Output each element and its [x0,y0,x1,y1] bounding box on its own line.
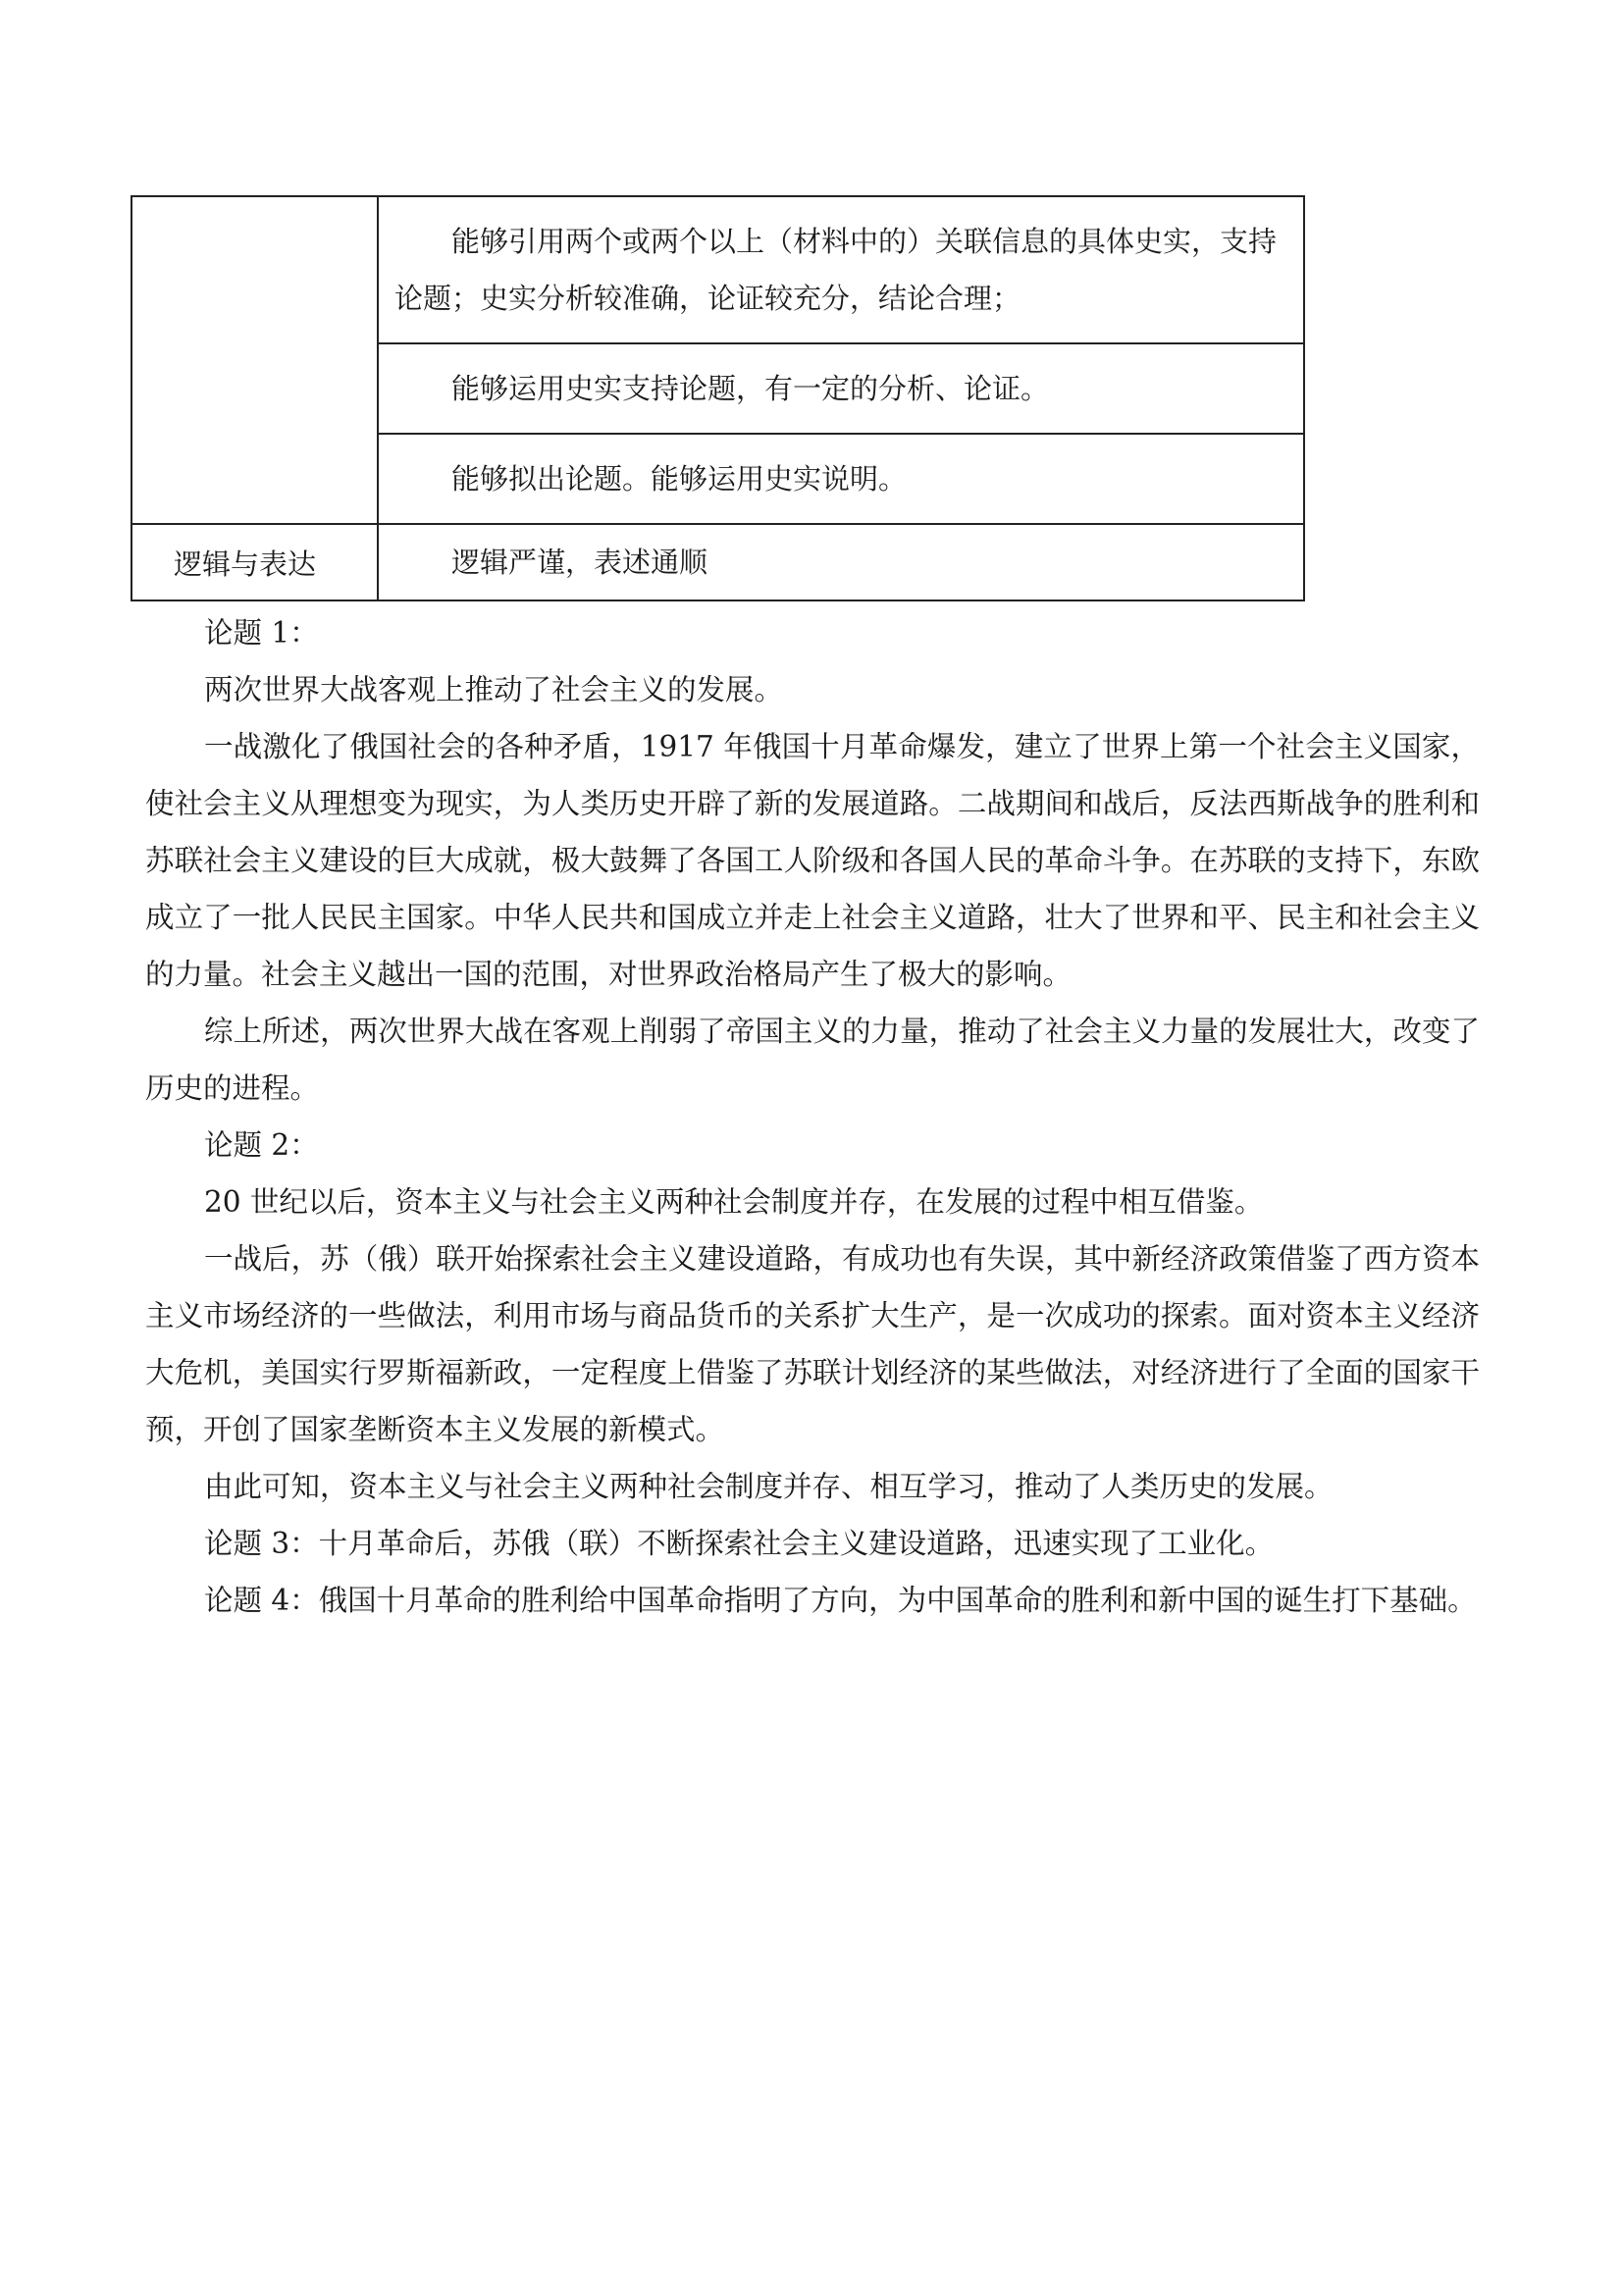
thesis-1-heading: 论题 1： [204,616,319,650]
thesis-2-argument: 一战后，苏（俄）联开始探索社会主义建设道路，有成功也有失误，其中新经济政策借鉴了西方资本主义市场经济的一些做法，利用市场与商品货币的关系扩大生产，是一次成功的探索。面对资本主义经济大危机，美国实行罗斯福新政，一定程度上借鉴了苏联计划经济的某些做法，对经济进行了全面的国家干预，开创了国家垄断资本主义发展的新模式。 [145,1242,1480,1446]
thesis-1-statement: 两次世界大战客观上推动了社会主义的发展。 [204,673,784,706]
description-text: 能够拟出论题。能够运用史实说明。 [451,462,908,496]
thesis-2-statement: 20 世纪以后，资本主义与社会主义两种社会制度并存，在发展的过程中相互借鉴。 [204,1185,1264,1219]
description-text: 能够引用两个或两个以上（材料中的）关联信息的具体史实，支持论题；史实分析较准确，论证较充分，结论合理； [394,225,1278,315]
description-cell [378,196,1304,343]
table-row [131,524,1304,600]
essay-body [145,604,1480,1629]
thesis-2-conclusion: 由此可知，资本主义与社会主义两种社会制度并存、相互学习，推动了人类历史的发展。 [204,1470,1334,1503]
table-row [131,196,1304,343]
thesis-1-argument: 一战激化了俄国社会的各种矛盾，1917 年俄国十月革命爆发，建立了世界上第一个社会主义国家，使社会主义从理想变为现实，为人类历史开辟了新的发展道路。二战期间和战后，反法西斯战争的胜利和苏联社会主义建设的巨大成就，极大鼓舞了各国工人阶级和各国人民的革命斗争。在苏联的支持下，东欧成立了一批人民民主国家。中华人民共和国成立并走上社会主义道路，壮大了世界和平、民主和社会主义的力量。社会主义越出一国的范围，对世界政治格局产生了极大的影响。 [145,730,1480,991]
thesis-4: 论题 4：俄国十月革命的胜利给中国革命指明了方向，为中国革命的胜利和新中国的诞生打下基础。 [204,1584,1477,1617]
thesis-3: 论题 3：十月革命后，苏俄（联）不断探索社会主义建设道路，迅速实现了工业化。 [204,1527,1275,1560]
scoring-criteria-table [131,195,1305,601]
description-cell [378,524,1304,600]
thesis-1-conclusion: 综上所述，两次世界大战在客观上削弱了帝国主义的力量，推动了社会主义力量的发展壮大，改变了历史的进程。 [145,1015,1480,1105]
description-text: 逻辑严谨，表述通顺 [451,546,708,579]
description-text: 能够运用史实支持论题，有一定的分析、论证。 [451,372,1050,405]
thesis-2-heading: 论题 2： [204,1128,319,1162]
description-cell [378,434,1304,524]
criterion-label: 逻辑与表达 [173,547,316,581]
criterion-cell [131,196,378,524]
criterion-cell [131,524,378,600]
description-cell [378,343,1304,434]
